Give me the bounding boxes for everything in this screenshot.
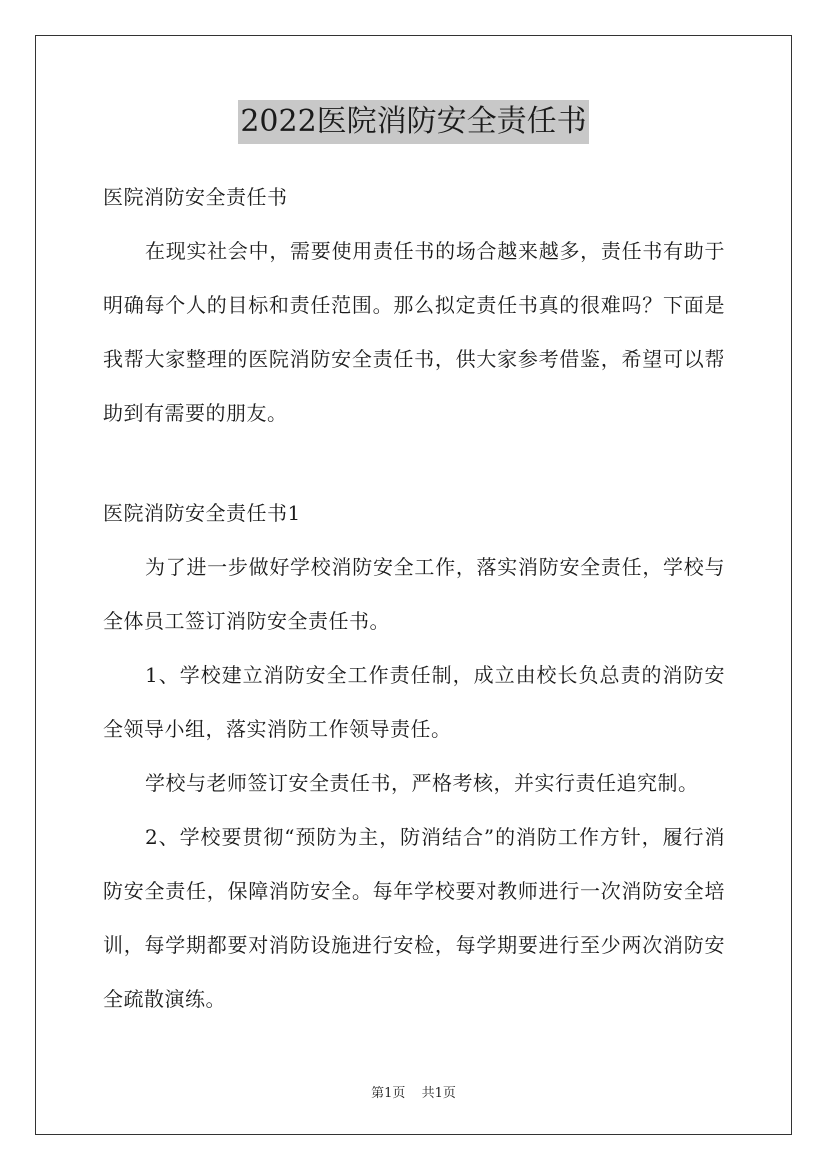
paragraph-gap	[103, 440, 725, 486]
title-container	[0, 100, 827, 144]
body-paragraph: 1、学校建立消防安全工作责任制，成立由校长负总责的消防安全领导小组，落实消防工作领导责任。	[103, 663, 725, 741]
page-number: 第1页	[371, 1086, 406, 1101]
body-paragraph: 学校与老师签订安全责任书，严格考核，并实行责任追究制。	[145, 771, 699, 795]
document-title: 2022医院消防安全责任书	[238, 100, 588, 144]
section-heading-1: 医院消防安全责任书1	[103, 501, 301, 525]
document-body	[103, 170, 725, 1026]
intro-paragraph: 在现实社会中，需要使用责任书的场合越来越多，责任书有助于明确每个人的目标和责任范围。那么拟定责任书真的很难吗？下面是我帮大家整理的医院消防安全责任书，供大家参考借鉴，希望可以帮助到有需要的朋友。	[103, 239, 725, 425]
body-paragraph: 2、学校要贯彻“预防为主，防消结合”的消防工作方针，履行消防安全责任，保障消防安全。每年学校要对教师进行一次消防安全培训，每学期都要对消防设施进行安检，每学期要进行至少两次消防安全疏散演练。	[103, 825, 725, 1011]
body-paragraph: 为了进一步做好学校消防安全工作，落实消防安全责任，学校与全体员工签订消防安全责任书。	[103, 555, 725, 633]
page-total: 共1页	[421, 1086, 456, 1101]
page-footer	[0, 1082, 827, 1101]
section-heading: 医院消防安全责任书	[103, 185, 288, 209]
